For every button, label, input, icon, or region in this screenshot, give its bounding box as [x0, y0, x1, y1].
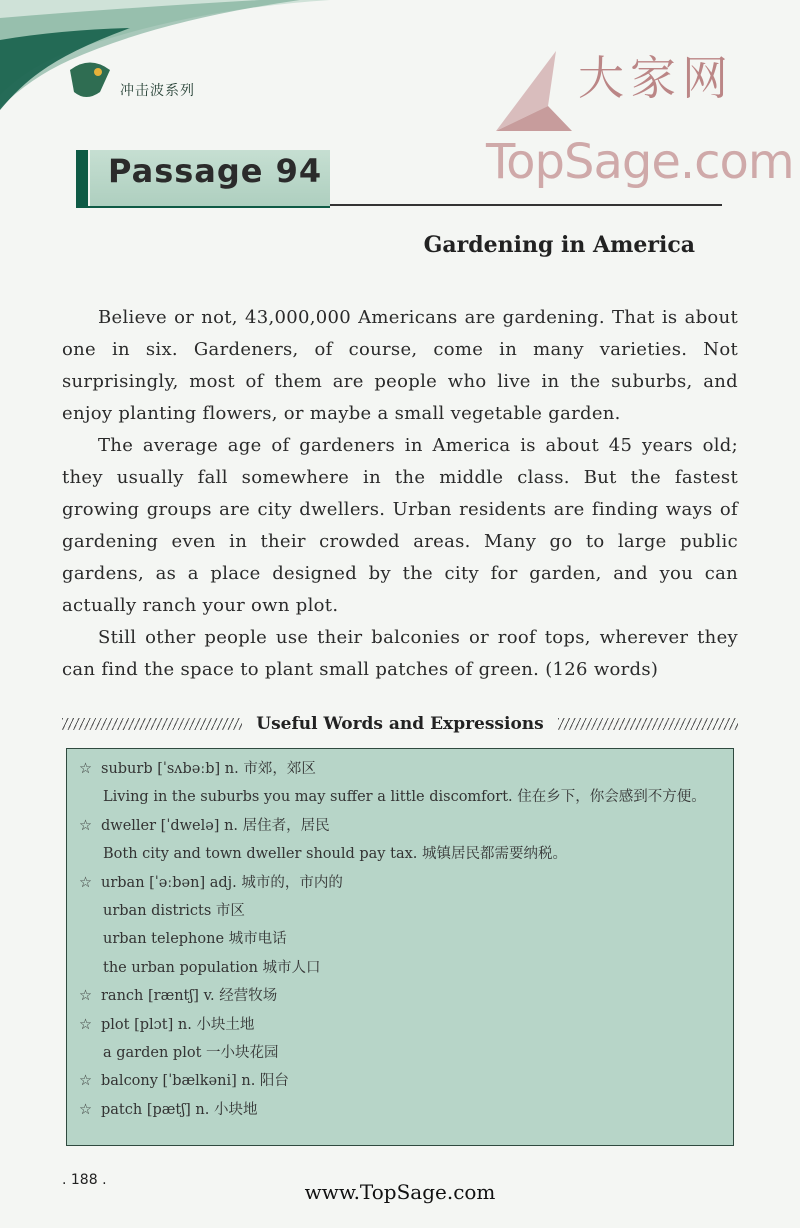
footer-url: www.TopSage.com: [304, 1180, 496, 1204]
star-icon: ☆: [79, 988, 92, 1005]
vocab-entry: [79, 1067, 723, 1095]
article-title: Gardening in America: [423, 232, 695, 258]
star-icon: ☆: [79, 1101, 92, 1118]
vocab-text: balcony [ˈbælkəni] n. 阳台: [101, 1073, 289, 1090]
vocab-entry: [79, 1096, 723, 1124]
vocab-text: Living in the suburbs you may suffer a little discomfort. 住在乡下，你会感到不方便。: [103, 789, 706, 806]
vocab-entry: [79, 982, 723, 1010]
star-icon: ☆: [79, 761, 92, 777]
paragraph-2: The average age of gardeners in America is about 45 years old; they usually fall somewhere in the middle class. But the fastest growing groups are city dwellers. Urban residents are finding ways of gardening even in their crowded areas. Many go to large public gardens, as a place designed by the city for garden, and you can actually ranch your own plot.: [62, 435, 738, 616]
vocab-heading-row: [62, 714, 738, 734]
vocab-text: suburb [ˈsʌbəːb] n. 市郊，郊区: [101, 761, 316, 777]
star-icon: ☆: [79, 1073, 92, 1090]
passage-underline-accent: [76, 206, 330, 208]
vocab-example: [79, 954, 723, 982]
vocab-box: [66, 748, 734, 1146]
vocab-text: urban telephone 城市电话: [103, 931, 287, 948]
passage-label: Passage 94: [108, 152, 323, 190]
vocab-example: [79, 1039, 723, 1067]
passage-body: [62, 302, 738, 686]
watermark-logo: [486, 42, 794, 192]
star-icon: ☆: [79, 1016, 92, 1033]
vocab-entry: [79, 812, 723, 840]
vocab-text: the urban population 城市人口: [103, 959, 321, 976]
logo-en-text: TopSage.com: [486, 134, 794, 190]
hatch-divider-right: [558, 718, 738, 730]
logo-triangle-icon: [486, 46, 576, 136]
vocab-text: a garden plot 一小块花园: [103, 1045, 279, 1062]
star-icon: ☆: [79, 874, 92, 891]
vocab-example: [79, 925, 723, 953]
vocab-text: patch [pætʃ] n. 小块地: [101, 1101, 258, 1118]
vocab-text: dweller [ˈdwelə] n. 居住者，居民: [101, 817, 330, 834]
logo-cn-text: 大家网: [578, 51, 734, 105]
series-label: 冲击波系列: [120, 83, 195, 99]
vocab-heading: Useful Words and Expressions: [256, 714, 544, 734]
vocab-text: ranch [ræntʃ] v. 经营牧场: [101, 988, 278, 1005]
vocab-text: plot [plɔt] n. 小块土地: [101, 1016, 255, 1033]
vocab-entry: [79, 755, 723, 783]
paragraph-3: Still other people use their balconies or roof tops, wherever they can find the space to plant small patches of green. (126 words): [62, 627, 738, 680]
vocab-example: [79, 840, 723, 868]
paragraph-1: Believe or not, 43,000,000 Americans are gardening. That is about one in six. Gardeners, of course, come in many varieties. Not surprisingly, most of them are people who live in the suburbs, and enjoy planting flowers, or maybe a small vegetable garden.: [62, 307, 738, 424]
passage-accent-bar: [76, 150, 88, 206]
hatch-divider-left: [62, 718, 242, 730]
passage-underline: [330, 204, 722, 206]
page-number: . 188 .: [62, 1172, 107, 1188]
vocab-example: [79, 783, 723, 811]
vocab-text: urban [ˈəːbən] adj. 城市的，市内的: [101, 874, 343, 891]
vocab-example: [79, 897, 723, 925]
vocab-text: Both city and town dweller should pay tax. 城镇居民都需要纳税。: [103, 846, 567, 863]
vocab-entry: [79, 869, 723, 897]
vocab-entry: [79, 1011, 723, 1039]
vocab-text: urban districts 市区: [103, 903, 245, 920]
star-icon: ☆: [79, 817, 92, 834]
